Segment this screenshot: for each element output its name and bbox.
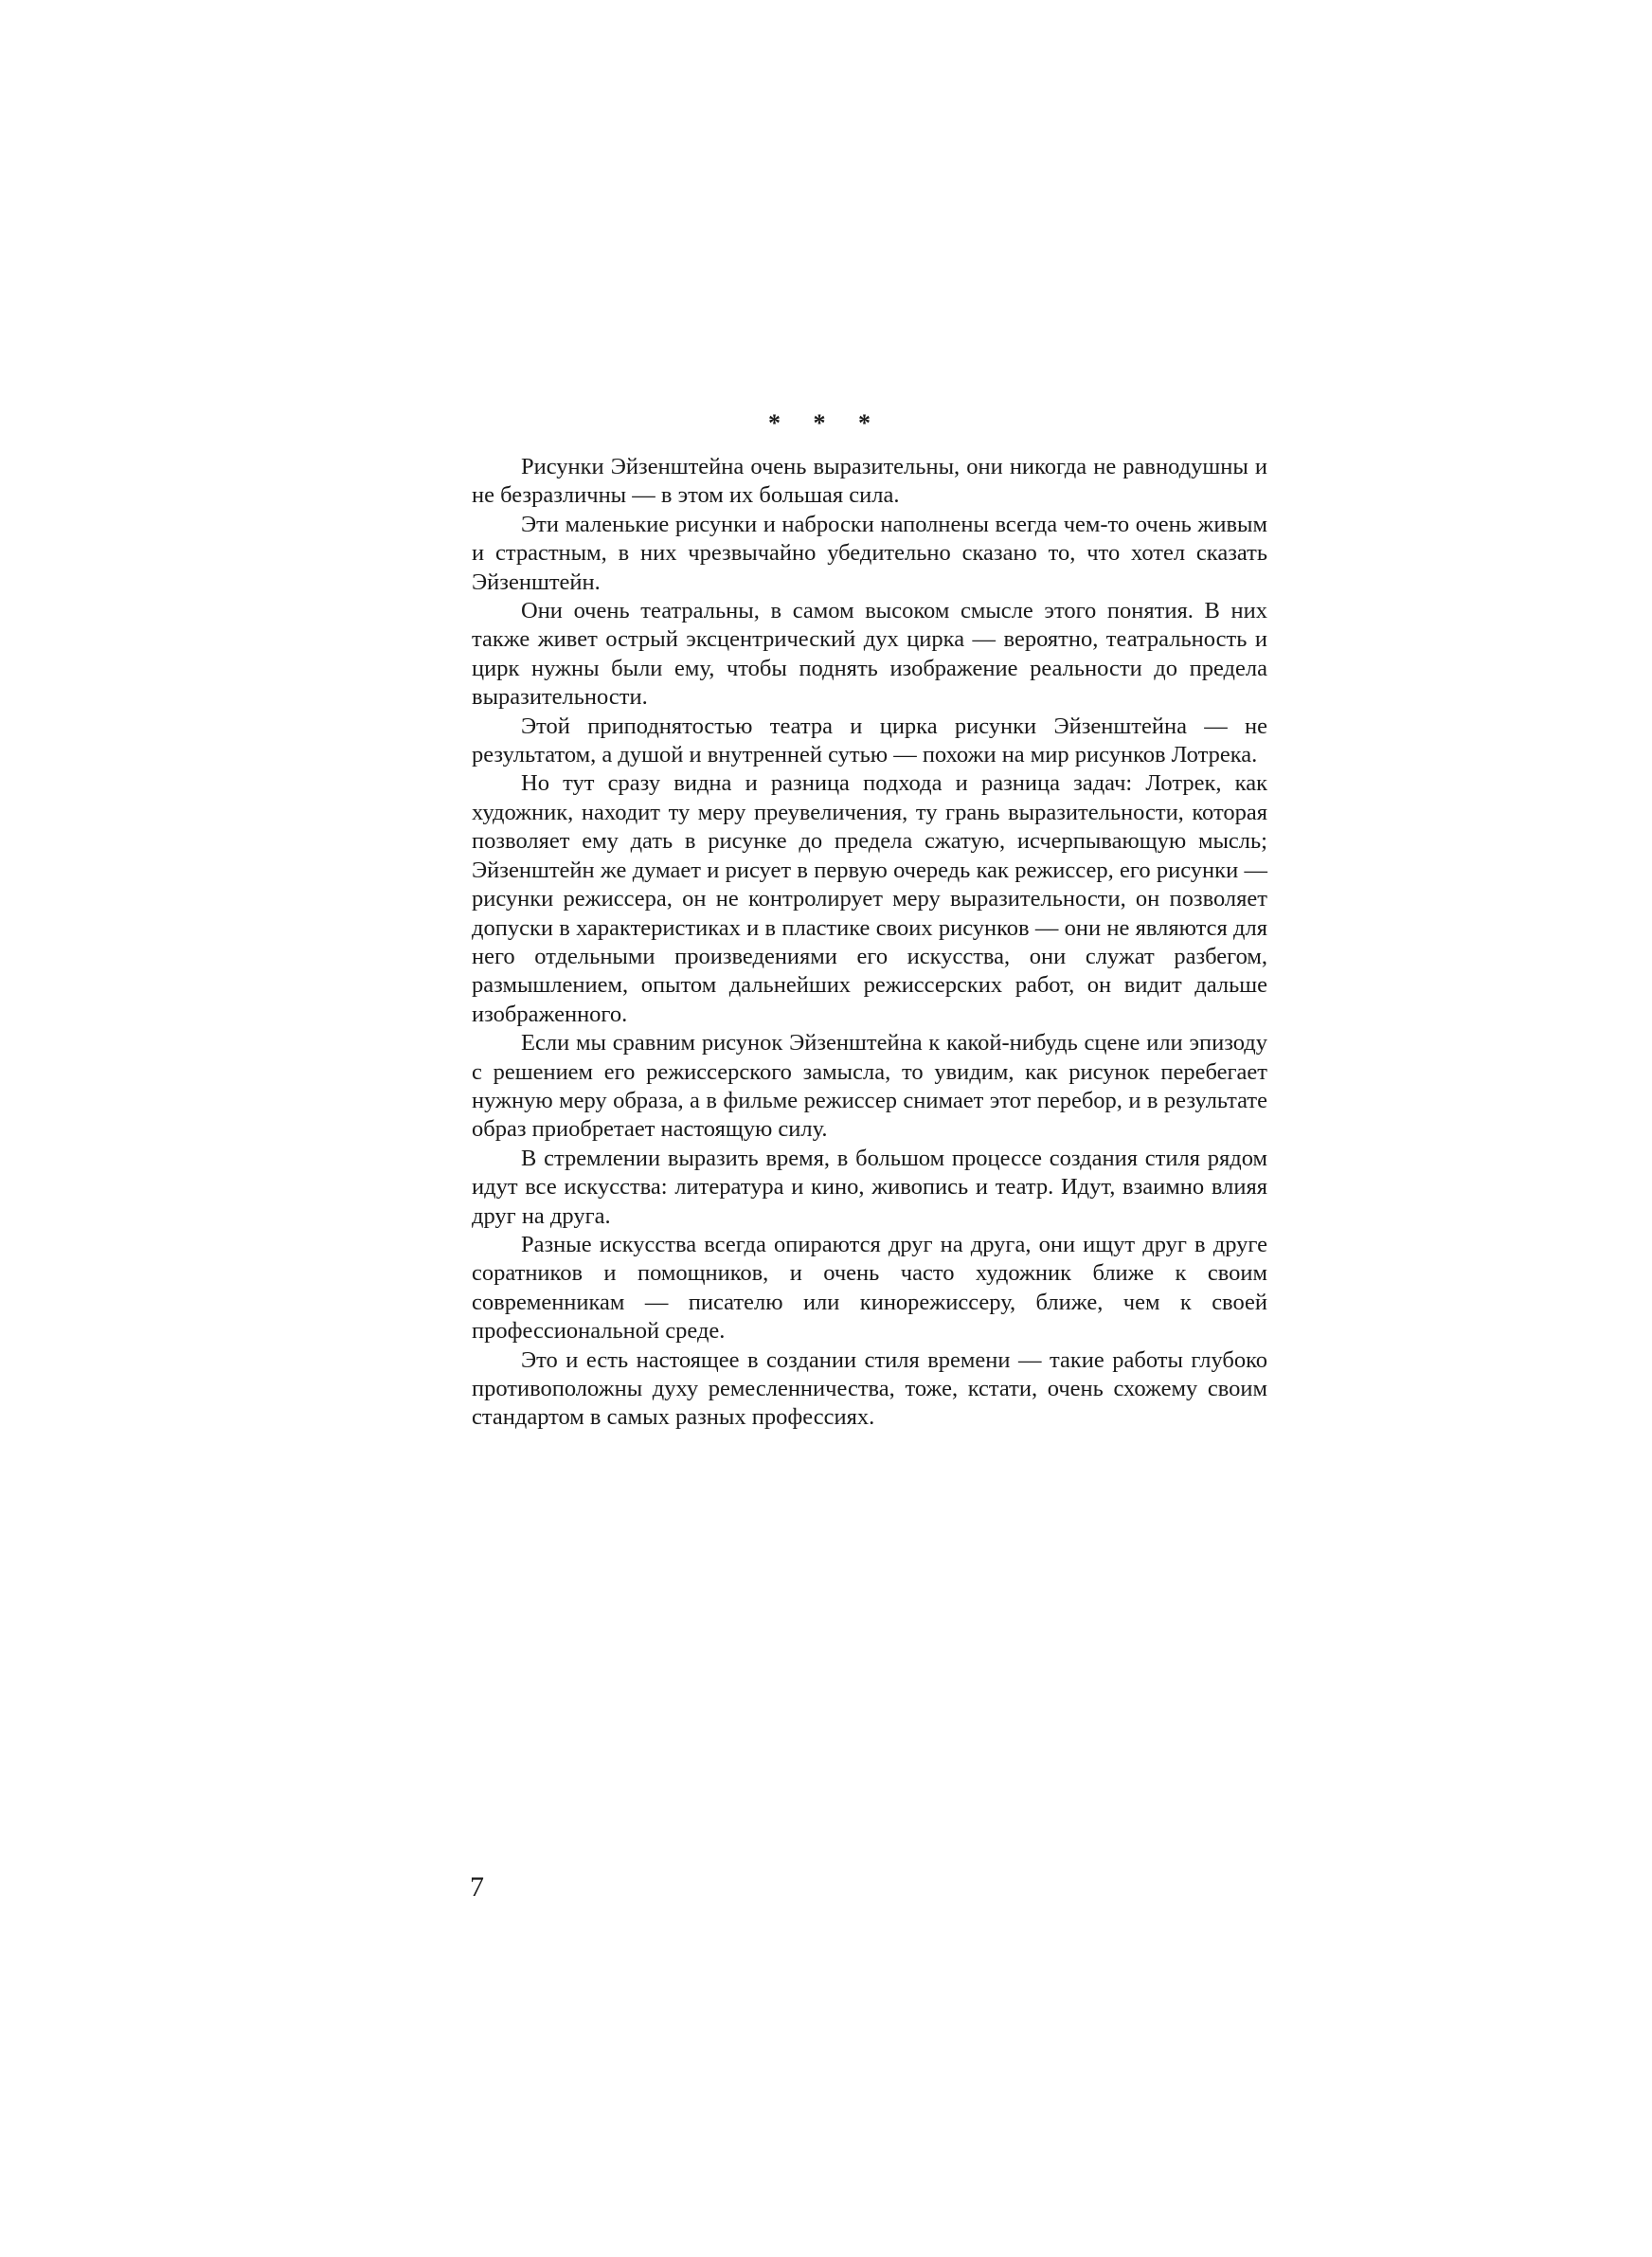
paragraph: Это и есть настоящее в создании стиля времени — такие работы глубоко противоположны духу ремесленничества, тоже, кстати, очень схожему своим стандартом в самых разных профессиях.	[472, 1346, 1267, 1431]
paragraph: Рисунки Эйзенштейна очень выразительны, они никогда не равнодушны и не безразличны — в этом их большая сила.	[472, 454, 1267, 509]
paragraph: Они очень театральны, в самом высоком смысле этого понятия. В них также живет острый эксцентрический дух цирка — вероятно, театральность и цирк нужны были ему, чтобы поднять изображение реальности до предела выразительности.	[472, 598, 1267, 711]
paragraph: В стремлении выразить время, в большом процессе создания стиля рядом идут все искусства: литература и кино, живопись и театр. Идут, взаимно влияя друг на друга.	[472, 1145, 1267, 1229]
paragraph: Но тут сразу видна и разница подхода и разница задач: Лотрек, как художник, находит ту меру преувеличения, ту грань выразительности, которая позволяет ему дать в рисунке до предела сжатую, исчерпывающую мысль; Эйзенштейн же думает и рисует в первую очередь как режиссер, его рисунки — рисунки режиссера, он не контролирует меру выразительности, он позволяет допуски в характеристиках и в пластике своих рисунков — они не являются для него отдельными произведениями его искусства, они служат разбегом, размышлением, опытом дальнейших режиссерских работ, он видит дальше изображенного.	[472, 770, 1267, 1027]
paragraph: Эти маленькие рисунки и наброски наполнены всегда чем-то очень живым и страстным, в них чрезвычайно убедительно сказано то, что хотел сказать Эйзенштейн.	[472, 511, 1267, 595]
paragraph: Этой приподнятостью театра и цирка рисунки Эйзенштейна — не результатом, а душой и внутренней сутью — похожи на мир рисунков Лотрека.	[472, 713, 1267, 768]
paragraph: Разные искусства всегда опираются друг на друга, они ищут друг в друге соратников и помощников, и очень часто художник ближе к своим современникам — писателю или кинорежиссеру, ближе, чем к своей профессиональной среде.	[472, 1231, 1267, 1345]
paragraph: Если мы сравним рисунок Эйзенштейна к какой-нибудь сцене или эпизоду с решением его режиссерского замысла, то увидим, как рисунок перебегает нужную меру образа, а в фильме режиссер снимает этот перебор, и в результате образ приобретает настоящую силу.	[472, 1030, 1267, 1143]
page-number: 7	[470, 1871, 484, 1903]
body-text	[472, 453, 1267, 1433]
section-separator: * * *	[768, 409, 884, 437]
